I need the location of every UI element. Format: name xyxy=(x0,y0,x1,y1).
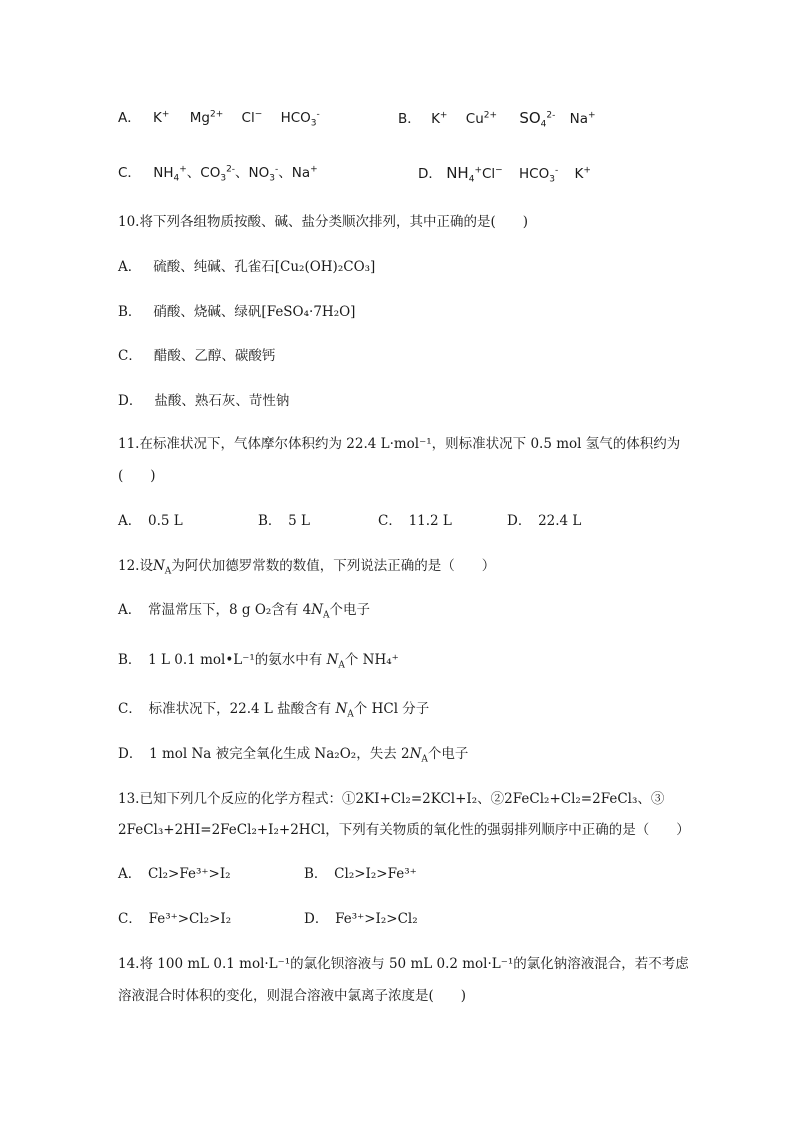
q9-option-a: A． K+ $Mg^{2+}$ Cl− $HCO_3^-$ xyxy=(118,109,320,129)
q10-stem: 10.将下列各组物质按酸、碱、盐分类顺次排列，其中正确的是( ) xyxy=(118,214,529,230)
q10-option-a: A． 硫酸、纯碱、孔雀石[Cu₂(OH)₂CO₃] xyxy=(118,259,376,275)
q10-option-b: B． 硝酸、烧碱、绿矾[FeSO₄·7H₂O] xyxy=(118,304,356,320)
q13-option-d: D． Fe³⁺>I₂>Cl₂ xyxy=(304,911,418,927)
q12-stem: 12.设$N_A$为阿伏加德罗常数的数值，下列说法正确的是（ ） xyxy=(118,558,496,577)
q12-option-b: B． 1 L 0.1 mol•L⁻¹的氨水中有 $N_A$个 NH₄⁺ xyxy=(118,652,399,671)
q11-stem: 11.在标准状况下，气体摩尔体积约为 22.4 L·mol⁻¹，则标准状况下 0.5 mol 氢气的体积约为 xyxy=(118,436,681,452)
q11-option-b: B． 5 L xyxy=(258,513,311,529)
q11-option-a: A． 0.5 L xyxy=(118,513,183,529)
q10-option-d: D． 盐酸、熟石灰、苛性钠 xyxy=(118,393,290,409)
option-label: C． xyxy=(118,165,141,181)
q14-stem-line1: 14.将 100 mL 0.1 mol·L⁻¹的氯化钡溶液与 50 mL 0.2 mol·L⁻¹的氯化钠溶液混合，若不考虑 xyxy=(118,956,689,972)
q12-option-c: C． 标准状况下，22.4 L 盐酸含有 $N_A$个 HCl 分子 xyxy=(118,701,430,720)
q11-option-c: C． 11.2 L xyxy=(378,513,452,529)
q11-option-d: D． 22.4 L xyxy=(507,513,582,529)
q11-paren: ( ) xyxy=(118,468,156,484)
option-label: A． xyxy=(118,110,141,126)
q9-option-c: C． $NH_4^+$、$CO_3^{2-}$、$NO_3^-$、Na+ xyxy=(118,164,318,184)
q13-option-a: A． Cl₂>Fe³⁺>I₂ xyxy=(118,866,231,882)
q13-option-c: C． Fe³⁺>Cl₂>I₂ xyxy=(118,911,232,927)
q10-option-c: C． 醋酸、乙醇、碳酸钙 xyxy=(118,348,276,364)
q13-stem-line2: 2FeCl₃+2HI=2FeCl₂+I₂+2HCl，下列有关物质的氧化性的强弱排列顺序中正确的是（ ） xyxy=(118,822,690,838)
q9-option-d: D． $NH_4^+Cl^-$ $HCO_3^-$ K+ xyxy=(418,164,591,185)
option-label: B． xyxy=(398,111,421,127)
q14-stem-line2: 溶液混合时体积的变化，则混合溶液中氯离子浓度是( ) xyxy=(118,988,467,1004)
q13-option-b: B． Cl₂>I₂>Fe³⁺ xyxy=(304,866,417,882)
q13-stem-line1: 13.已知下列几个反应的化学方程式：①2KI+Cl₂=2KCl+I₂、②2FeCl₂+Cl₂=2FeCl₃、③ xyxy=(118,791,665,807)
q12-option-d: D． 1 mol Na 被完全氧化生成 Na₂O₂，失去 $2N_A$个电子 xyxy=(118,746,469,765)
q9-option-b: B． K+ $Cu^{2+}$ $SO_4^{2-}$ Na+ xyxy=(398,109,596,130)
option-label: D． xyxy=(418,166,442,182)
q12-option-a: A． 常温常压下，8 g O₂含有 $4N_A$个电子 xyxy=(118,602,370,621)
